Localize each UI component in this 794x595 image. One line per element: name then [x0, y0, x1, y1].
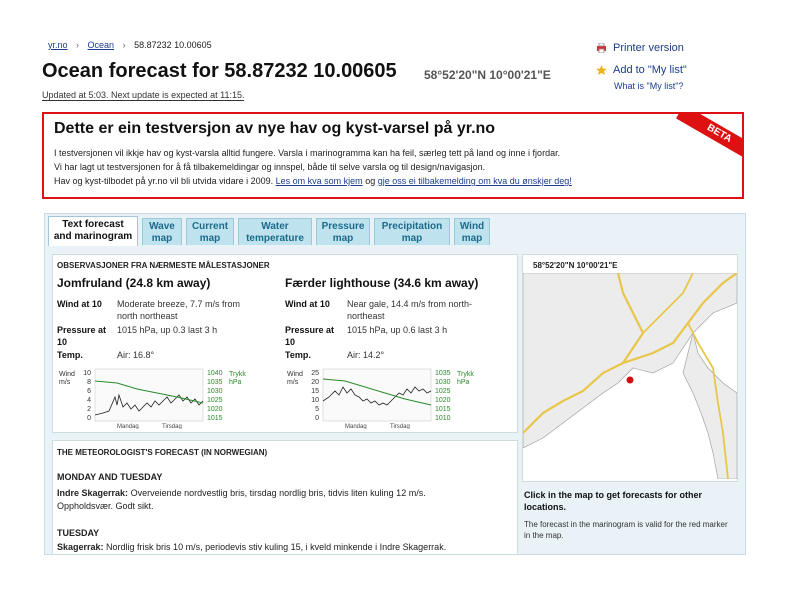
y-tick-right: 1025 [435, 388, 451, 395]
forecast-area: Indre Skagerrak: [57, 488, 129, 498]
y-tick: 20 [311, 379, 319, 386]
y-tick: 5 [315, 406, 319, 413]
tab-label: Text forecast [62, 219, 124, 230]
y-tick-right: 1015 [435, 406, 451, 413]
temp-value: Air: 16.8° [117, 350, 155, 360]
y-tick-right: 1035 [207, 379, 223, 386]
beta-text-line [54, 176, 572, 186]
breadcrumb [48, 40, 218, 50]
pressure-value: 1015 hPa, up 0.6 last 3 h [347, 325, 448, 335]
printer-version-label: Printer version [613, 42, 684, 54]
printer-version-link[interactable] [596, 42, 684, 54]
pressure-label: 10 [57, 337, 68, 347]
y-tick-right: 1010 [435, 415, 451, 422]
breadcrumb-yr[interactable]: yr.no [48, 40, 68, 50]
wind-label: Wind at 10 [285, 299, 330, 309]
tab-pressure-map[interactable] [316, 218, 370, 245]
y-tick: 0 [87, 415, 91, 422]
forecast-body: Nordlig frisk bris 10 m/s, periodevis stiv kuling 15, i kveld minkende i Indre Skagerrak. [106, 542, 447, 552]
beta-text-line: Vi har lagt ut testversjonen for å få tilbakemeldingar og innspel, både til selve varsla og til design/navigasjon. [54, 162, 486, 172]
tab-label: and marinogram [53, 231, 133, 242]
day-label: Tirsdag [390, 424, 410, 429]
breadcrumb-separator: › [76, 40, 80, 50]
wind-value: Near gale, 14.4 m/s from north- [347, 299, 473, 309]
tab-wind-map[interactable] [454, 218, 490, 245]
observations-heading: OBSERVASJONER FRA NÆRMESTE MÅLESTASJONER [57, 261, 270, 270]
breadcrumb-ocean[interactable]: Ocean [87, 40, 115, 50]
forecast-text [57, 542, 446, 552]
y-tick-right: 1030 [207, 388, 223, 395]
forecast-text [57, 488, 426, 498]
map-panel [522, 254, 738, 482]
y-tick: 6 [87, 388, 91, 395]
tab-label: Precipitation [381, 221, 443, 232]
add-to-my-list-link[interactable] [596, 64, 687, 76]
location-marker[interactable] [627, 377, 634, 384]
tab-wave-map[interactable] [142, 218, 182, 245]
pressure-label: Pressure at [285, 325, 335, 335]
wind-value: north northeast [117, 311, 178, 321]
printer-icon [596, 43, 607, 53]
map-note: The forecast in the marinogram is valid for the red marker in the map. [524, 520, 728, 540]
legend-wind: Wind [287, 371, 303, 378]
page-title: Ocean forecast for 58.87232 10.00605 [42, 60, 397, 82]
page-coordinates: 58°52'20"N 10°00'21"E [424, 68, 551, 82]
tab-label: Current [191, 221, 229, 232]
star-icon [596, 65, 607, 75]
tab-label: map [461, 233, 483, 244]
map-canvas[interactable] [523, 273, 737, 479]
breadcrumb-current: 58.87232 10.00605 [134, 40, 212, 50]
tab-label: Wave [149, 221, 175, 232]
tab-water-temperature[interactable] [238, 218, 312, 245]
station-name: Jomfruland (24.8 km away) [57, 276, 211, 290]
tab-label: Water [261, 221, 289, 232]
station-chart [285, 367, 485, 429]
day-label: Mandag [345, 424, 367, 429]
y-tick-right: 1020 [207, 406, 223, 413]
feedback-link[interactable]: gje oss ei tilbakemelding om kva du ønskjer deg! [377, 176, 572, 186]
forecast-day: TUESDAY [57, 528, 100, 538]
y-tick: 4 [87, 397, 91, 404]
y-tick: 15 [311, 388, 319, 395]
legend-wind-unit: m/s [287, 379, 299, 386]
beta-ribbon: BETA [676, 112, 744, 163]
map-instruction: Click in the map to get forecasts for other locations. [524, 490, 703, 512]
tab-current-map[interactable] [186, 218, 234, 245]
meteorologist-forecast-panel [52, 440, 518, 555]
tab-precipitation-map[interactable] [374, 218, 450, 245]
y-tick-right: 1035 [435, 370, 451, 377]
tab-label: Pressure [321, 221, 365, 232]
read-more-link[interactable]: Les om kva som kjem [275, 176, 363, 186]
temp-value: Air: 14.2° [347, 350, 385, 360]
beta-text-mid: og [365, 176, 376, 186]
what-is-my-list-link[interactable]: What is "My list"? [614, 81, 684, 91]
forecast-area: Skagerrak: [57, 542, 104, 552]
update-info: Updated at 5:03. Next update is expected at 11:15. [42, 90, 245, 100]
forecast-text: Oppholdsvær. Godt sikt. [57, 501, 154, 511]
tab-label: map [199, 233, 221, 244]
y-tick: 8 [87, 379, 91, 386]
y-tick: 10 [83, 370, 91, 377]
day-label: Mandag [117, 424, 139, 429]
beta-title: Dette er ein testversjon av nye hav og kyst-varsel på yr.no [54, 120, 496, 137]
station-chart [57, 367, 257, 429]
observations-panel [52, 254, 518, 433]
forecast-day: MONDAY AND TUESDAY [57, 472, 163, 482]
legend-pressure: Trykk [457, 371, 474, 378]
legend-wind-unit: m/s [59, 379, 71, 386]
y-tick: 10 [311, 397, 319, 404]
pressure-label: Pressure at [57, 325, 107, 335]
y-tick-right: 1040 [207, 370, 223, 377]
chart-area [95, 369, 203, 421]
day-label: Tirsdag [162, 424, 182, 429]
legend-pressure-unit: hPa [457, 379, 470, 386]
tab-text-forecast[interactable] [48, 216, 138, 246]
beta-text-line: I testversjonen vil ikkje hav og kyst-varsla alltid fungere. Varsla i marinogramma kan ha feil, særleg tett på land og inne i fjordar. [54, 148, 561, 158]
temp-label: Temp. [285, 350, 311, 360]
y-tick-right: 1025 [207, 397, 223, 404]
legend-pressure: Trykk [229, 371, 246, 378]
y-tick: 25 [311, 370, 319, 377]
temp-label: Temp. [57, 350, 83, 360]
y-tick-right: 1015 [207, 415, 223, 422]
forecast-body: Overveiende nordvestlig bris, tirsdag nordlig bris, tidvis liten kuling 12 m/s. [130, 488, 426, 498]
legend-pressure-unit: hPa [229, 379, 242, 386]
y-tick-right: 1030 [435, 379, 451, 386]
y-tick: 2 [87, 406, 91, 413]
pressure-value: 1015 hPa, up 0.3 last 3 h [117, 325, 218, 335]
tab-label: map [401, 233, 423, 244]
forecast-heading: THE METEOROLOGIST'S FORECAST (IN NORWEGIAN) [57, 448, 268, 457]
breadcrumb-separator: › [122, 40, 126, 50]
map-coordinates: 58°52'20"N 10°00'21"E [533, 261, 618, 270]
wind-value: Moderate breeze, 7.7 m/s from [117, 299, 241, 309]
wind-value: northeast [347, 311, 385, 321]
pressure-label: 10 [285, 337, 296, 347]
tab-label: Wind [459, 221, 485, 232]
add-to-my-list-label: Add to "My list" [613, 64, 687, 76]
y-tick: 0 [315, 415, 319, 422]
beta-notice [42, 112, 744, 199]
y-tick-right: 1020 [435, 397, 451, 404]
tab-label: temperature [246, 233, 304, 244]
station-name: Færder lighthouse (34.6 km away) [285, 276, 479, 290]
tab-label: map [151, 233, 173, 244]
legend-wind: Wind [59, 371, 75, 378]
tab-label: map [332, 233, 354, 244]
wind-label: Wind at 10 [57, 299, 102, 309]
beta-text-prefix: Hav og kyst-tilbodet på yr.no vil bli utvida vidare i 2009. [54, 176, 274, 186]
